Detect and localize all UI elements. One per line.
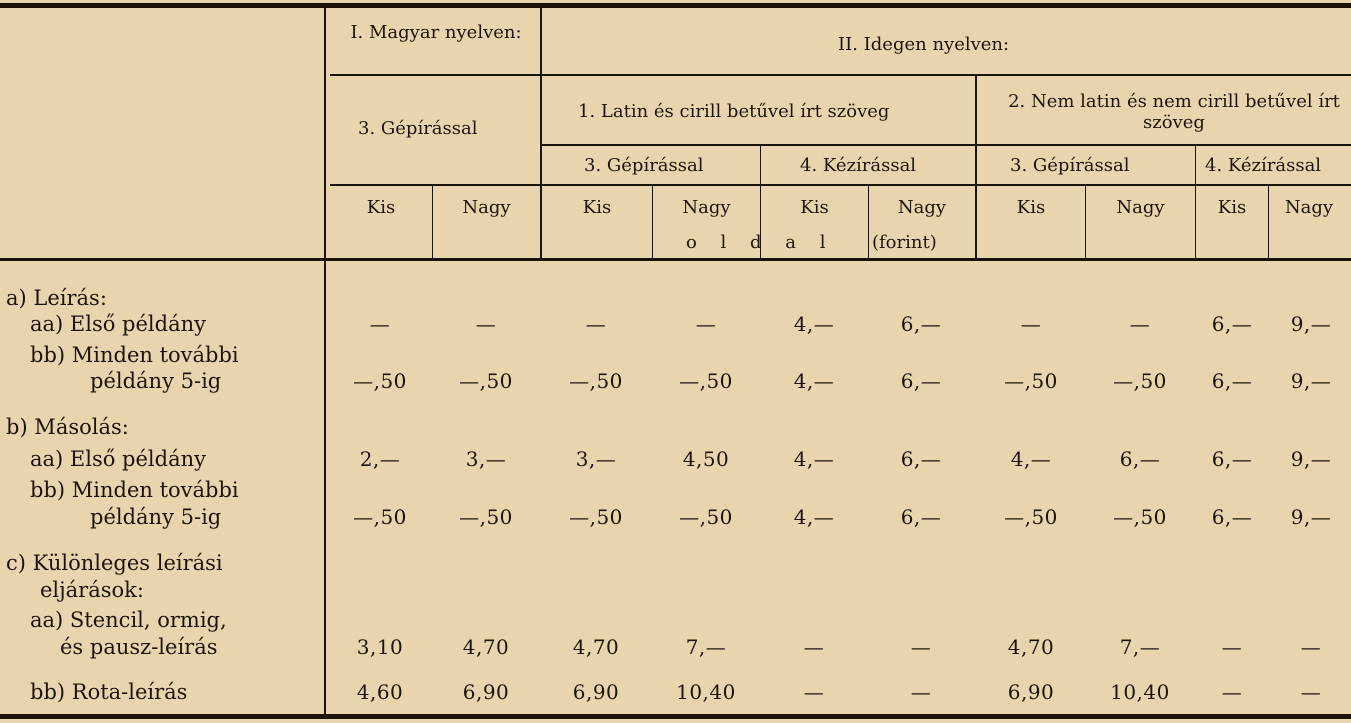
table-cell: 2,— (359, 447, 401, 471)
table-cell: —,50 (569, 369, 623, 393)
header-large: Nagy (1284, 197, 1334, 218)
header-typewriter-nonlatin: 3. Gépírással (1010, 155, 1130, 176)
table-cell: 3,10 (356, 635, 404, 659)
table-cell: 3,— (465, 447, 507, 471)
table-cell: 9,— (1290, 447, 1332, 471)
table-cell: 7,— (685, 635, 727, 659)
table-cell: — (369, 312, 391, 336)
table-cell: 6,— (900, 369, 942, 393)
header-small: Kis (582, 197, 612, 218)
table-cell: — (1300, 680, 1322, 704)
row-label: aa) Első példány (30, 447, 206, 471)
latin-nonlatin-rule (975, 76, 977, 258)
table-cell: —,50 (353, 505, 407, 529)
table-cell: —,50 (459, 505, 513, 529)
header-hand-nonlatin: 4. Kézírással (1205, 155, 1322, 176)
table-cell: 6,— (1119, 447, 1161, 471)
header-hu-typewriter: 3. Gépírással (358, 118, 478, 139)
table-cell: — (1129, 312, 1151, 336)
header-large: Nagy (462, 197, 511, 218)
header-non-latin: 2. Nem latin és nem cirill betűvel írt szöveg (1008, 91, 1340, 133)
table-cell: — (1300, 635, 1322, 659)
table-cell: 3,— (575, 447, 617, 471)
row-label: példány 5-ig (90, 369, 222, 393)
header-large: Nagy (682, 197, 731, 218)
header-foreign: II. Idegen nyelven: (838, 34, 1010, 55)
table-cell: 7,— (1119, 635, 1161, 659)
table-cell: 10,40 (1110, 680, 1170, 704)
row-label: bb) Rota-leírás (30, 680, 188, 704)
table-cell: 6,— (1211, 505, 1253, 529)
table-cell: — (910, 635, 932, 659)
table-cell: 6,— (1211, 369, 1253, 393)
row-label: b) Másolás: (6, 415, 129, 439)
row-label: aa) Stencil, ormig, (30, 608, 227, 632)
table-cell: —,50 (679, 369, 733, 393)
table-cell: — (1020, 312, 1042, 336)
table-cell: — (803, 680, 825, 704)
row-label: a) Leírás: (6, 286, 107, 310)
table-cell: —,50 (1113, 505, 1167, 529)
table-cell: —,50 (353, 369, 407, 393)
table-cell: 6,— (900, 447, 942, 471)
row-label: bb) Minden további (30, 478, 239, 502)
table-cell: 4,60 (356, 680, 404, 704)
table-cell: —,50 (459, 369, 513, 393)
row-label: példány 5-ig (90, 505, 222, 529)
table-cell: — (695, 312, 717, 336)
table-cell: — (910, 680, 932, 704)
row-label: bb) Minden további (30, 343, 239, 367)
table-cell: 4,— (793, 312, 835, 336)
header-latin-cyrillic: 1. Latin és cirill betűvel írt szöveg (578, 101, 890, 122)
table-cell: —,50 (569, 505, 623, 529)
table-cell: —,50 (1113, 369, 1167, 393)
table-cell: 4,— (793, 369, 835, 393)
header-small: Kis (800, 197, 829, 218)
table-cell: 4,— (793, 505, 835, 529)
label-column-rule (324, 8, 326, 258)
table-cell: 6,— (900, 312, 942, 336)
table-cell: 4,70 (572, 635, 620, 659)
row-label: és pausz-leírás (60, 635, 218, 659)
table-cell: 4,70 (1007, 635, 1055, 659)
table-cell: 6,— (900, 505, 942, 529)
header-rule-1 (330, 74, 1351, 76)
header-large: Nagy (897, 197, 947, 218)
header-rule-3 (330, 184, 1351, 186)
table-cell: — (475, 312, 497, 336)
table-cell: 9,— (1290, 312, 1332, 336)
table-cell: — (585, 312, 607, 336)
table-cell: 4,— (1010, 447, 1052, 471)
row-label: c) Különleges leírási (6, 551, 223, 575)
table-cell: 6,— (1211, 312, 1253, 336)
header-small: Kis (1016, 197, 1046, 218)
table-cell: —,50 (1004, 369, 1058, 393)
header-hu-line1: I. Magyar nyelven: (350, 22, 522, 43)
table-cell: 9,— (1290, 369, 1332, 393)
table-cell: 4,50 (682, 447, 730, 471)
hu-foreign-rule (540, 8, 542, 258)
bottom-rule (0, 714, 1351, 719)
table-cell: 9,— (1290, 505, 1332, 529)
label-column-rule-body (324, 261, 326, 714)
header-typewriter-latin: 3. Gépírással (584, 155, 704, 176)
header-small: Kis (1217, 197, 1247, 218)
table-cell: — (803, 635, 825, 659)
header-large: Nagy (1116, 197, 1165, 218)
table-cell: — (1221, 635, 1243, 659)
header-unit-page: o l d a l (686, 232, 835, 253)
header-hand-latin: 4. Kézírással (800, 155, 917, 176)
header-small: Kis (366, 197, 396, 218)
row-label: eljárások: (40, 578, 144, 602)
top-rule (0, 3, 1351, 8)
table-cell: —,50 (679, 505, 733, 529)
header-bottom-rule (0, 258, 1351, 261)
table-cell: —,50 (1004, 505, 1058, 529)
table-cell: 4,— (793, 447, 835, 471)
table-cell: 10,40 (676, 680, 736, 704)
row-label: aa) Első példány (30, 312, 206, 336)
table-cell: — (1221, 680, 1243, 704)
table-cell: 6,— (1211, 447, 1253, 471)
header-unit-currency: (forint) (872, 232, 937, 253)
table-cell: 4,70 (462, 635, 510, 659)
header-rule-2 (540, 144, 1351, 146)
table-cell: 6,90 (1007, 680, 1055, 704)
table-cell: 6,90 (462, 680, 510, 704)
table-cell: 6,90 (572, 680, 620, 704)
